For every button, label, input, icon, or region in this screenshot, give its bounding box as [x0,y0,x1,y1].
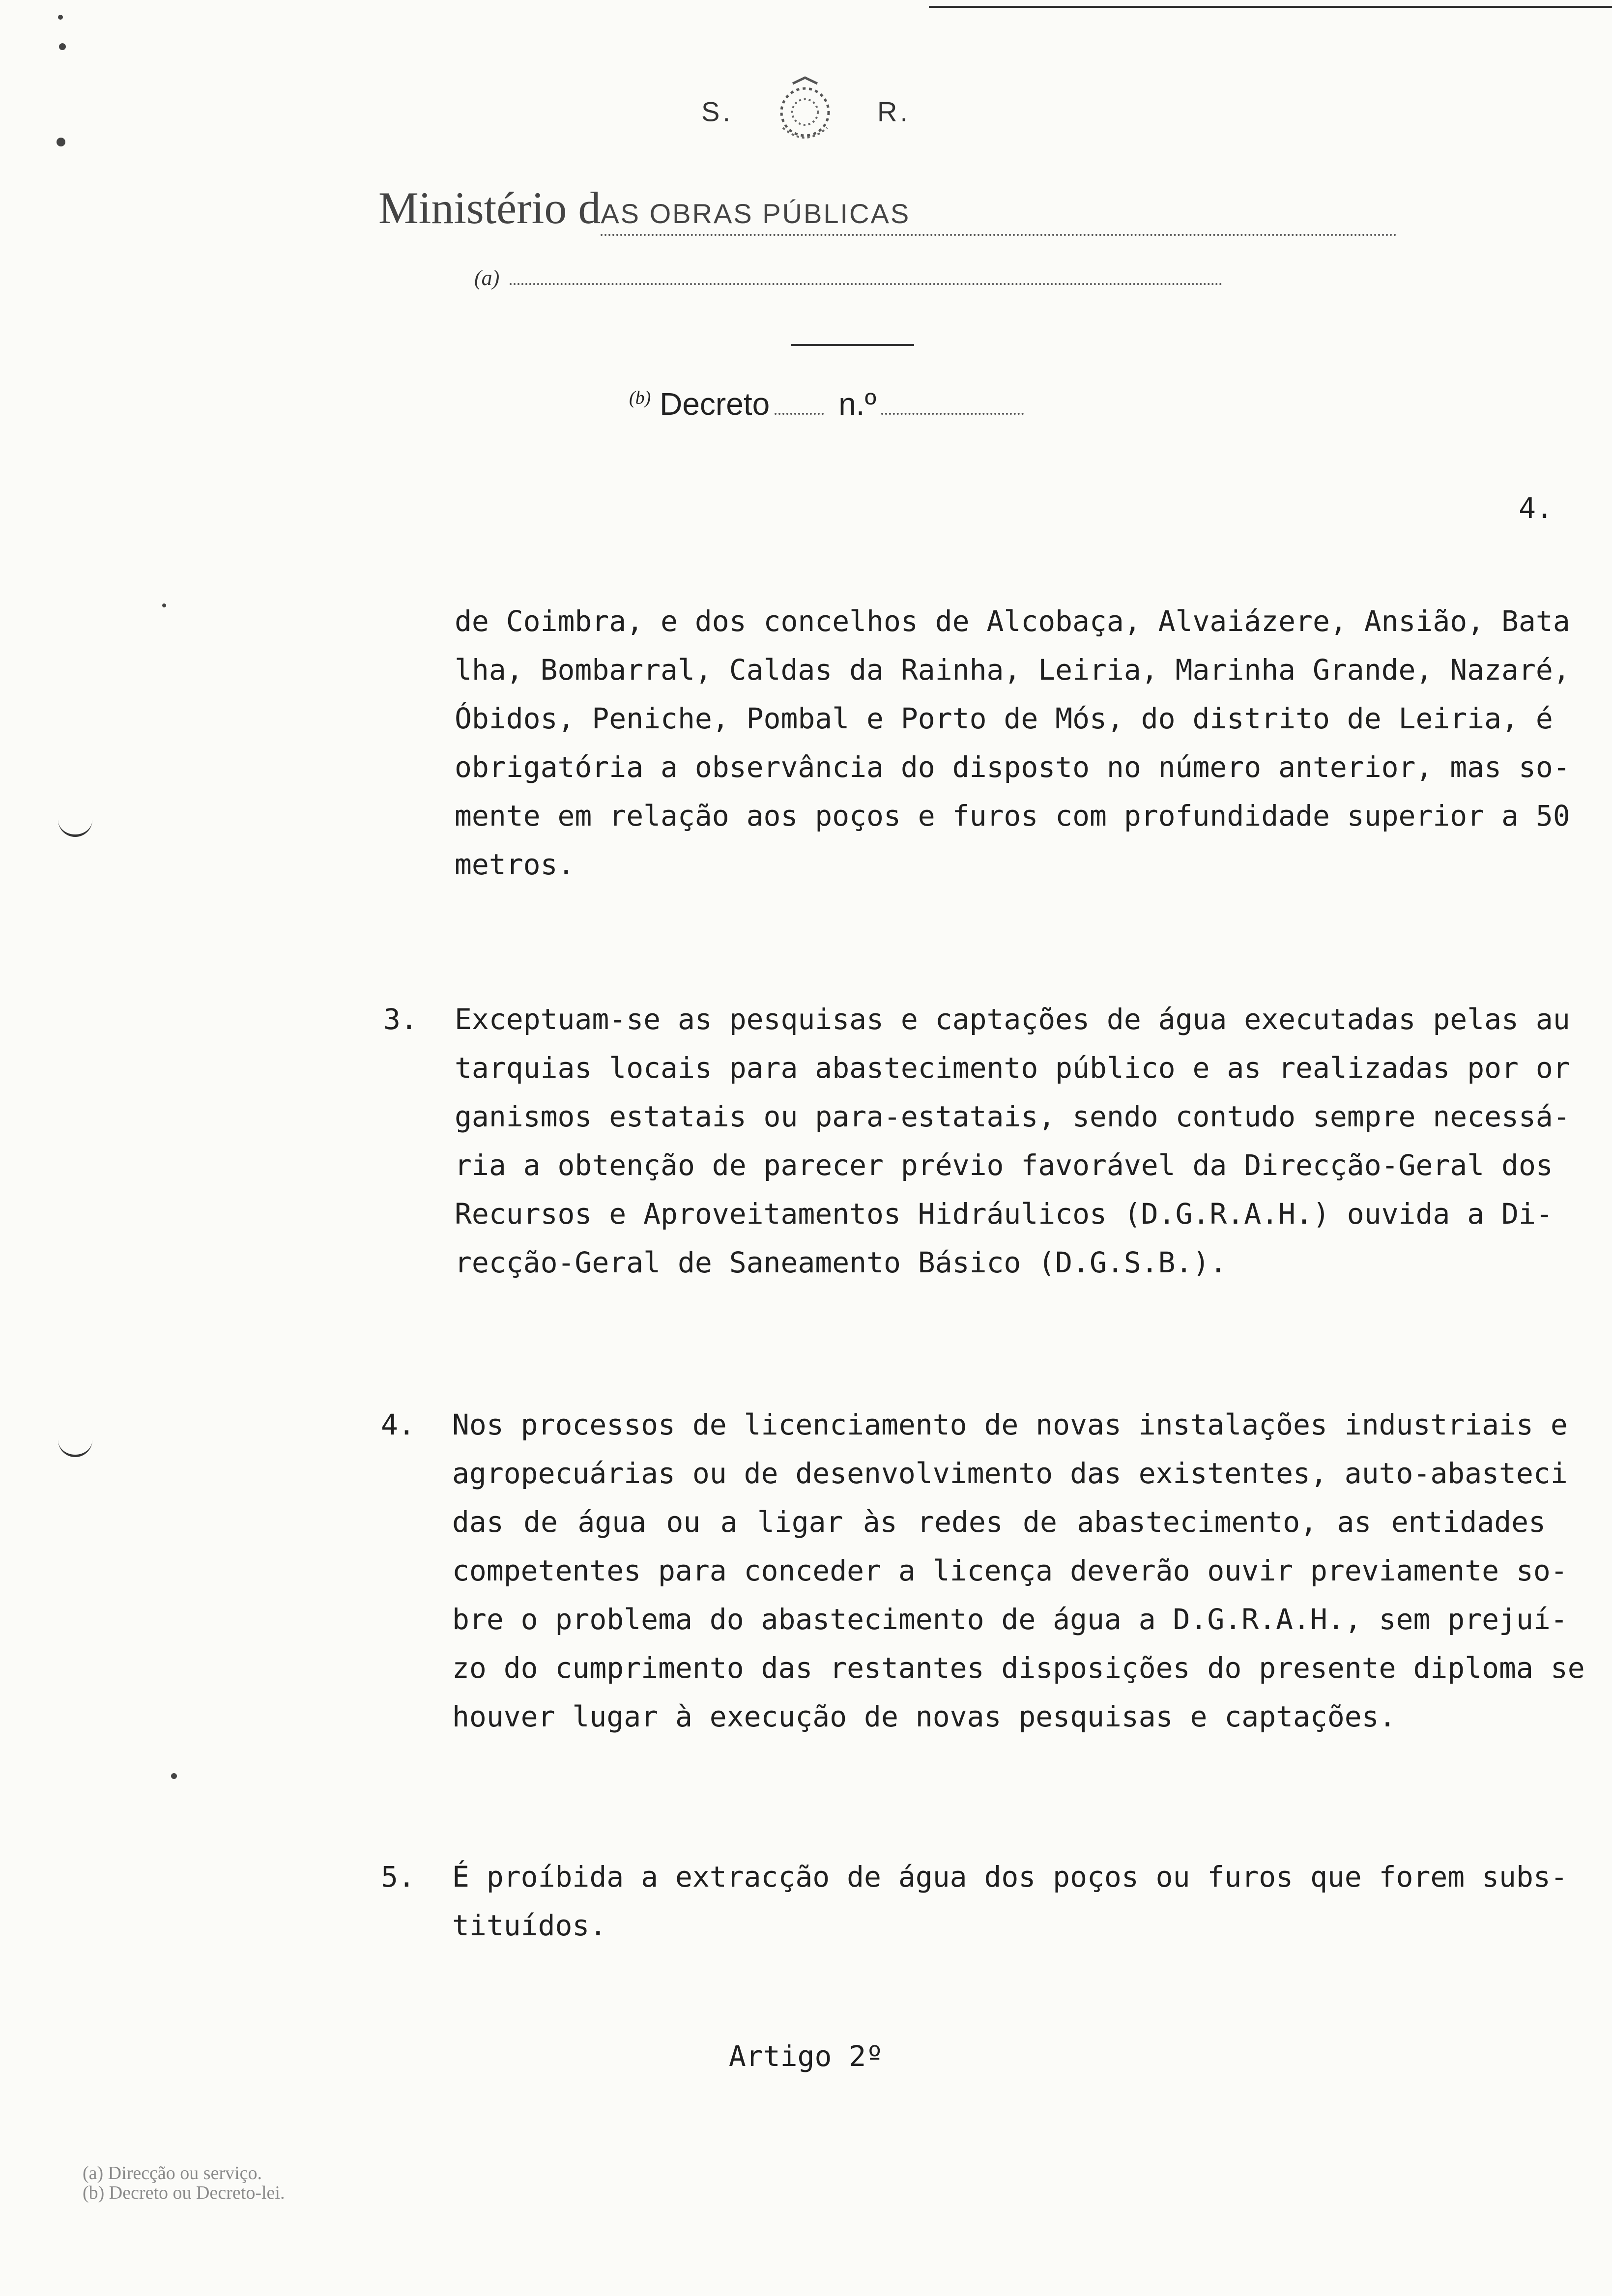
heading-divider [791,344,914,346]
text-line: agropecuárias ou de desenvolvimento das existentes, auto-abasteci [452,1457,1568,1490]
text-line: ganismos estatais ou para-estatais, sendo contudo sempre necessá- [455,1100,1570,1133]
paragraph-number: 4. [381,1408,415,1441]
paragraph-4 [381,1401,1585,1741]
text-line: Nos processos de licenciamento de novas instalações industriais e [452,1408,1568,1441]
binder-mark [58,1440,92,1457]
paragraph-number: 3. [383,1003,418,1036]
article-heading: Artigo 2º [728,2039,884,2073]
text-line: zo do cumprimento das restantes disposições do presente diploma se [452,1651,1585,1685]
paragraph-5 [381,1853,1568,1950]
ministry-dotted-line [601,182,1397,236]
text-line: Exceptuam-se as pesquisas e captações de água executadas pelas au [455,1003,1570,1036]
field-a-label: (a) [474,266,500,290]
letterhead-initial-left: S. [701,96,733,127]
decree-type-dotted-line [775,413,824,415]
text-line: de Coimbra, e dos concelhos de Alcobaça, Alvaiázere, Ansião, Bata [455,604,1570,638]
text-line: É proíbida a extracção de água dos poços ou furos que forem subs- [452,1860,1568,1894]
text-line: metros. [455,848,575,881]
text-line: das de água ou a ligar às redes de abastecimento, as entidades [452,1505,1546,1539]
decree-number-label: n.º [838,386,876,422]
scan-speck [58,15,63,20]
text-line: tituídos. [452,1909,607,1942]
text-line: Recursos e Aproveitamentos Hidráulicos (D.G.R.A.H.) ouvida a Di- [455,1197,1553,1231]
letterhead-seal-row [0,74,1612,154]
text-line: tarquias locais para abastecimento público e as realizadas por or [455,1051,1570,1085]
letterhead-initial-right: R. [877,96,911,127]
continuation-paragraph [455,597,1570,889]
text-line: houver lugar à execução de novas pesquisas e captações. [452,1700,1396,1733]
text-line: Óbidos, Peniche, Pombal e Porto de Mós, do distrito de Leiria, é [455,702,1553,735]
scan-speck [171,1773,177,1779]
text-line: mente em relação aos poços e furos com profundidade superior a 50 [455,799,1570,832]
text-line: bre o problema do abastecimento de água a D.G.R.A.H., sem prejuí- [452,1603,1568,1636]
republic-seal-icon [763,74,847,154]
text-line: obrigatória a observância do disposto no número anterior, mas so- [455,750,1570,784]
decree-heading [629,386,1024,422]
field-a-dotted-line [510,283,1222,285]
text-line: lha, Bombarral, Caldas da Rainha, Leiria, Marinha Grande, Nazaré, [455,653,1570,687]
footnote-b: (b) Decreto ou Decreto-lei. [83,2182,285,2203]
page-number: 4. [1519,491,1553,525]
text-line: competentes para conceder a licença deverão ouvir previamente so- [452,1554,1568,1587]
decree-label: Decreto [660,386,770,422]
footnote-a: (a) Direcção ou serviço. [83,2163,262,2183]
text-line: recção-Geral de Saneamento Básico (D.G.S.B.). [455,1246,1227,1279]
decree-marker: (b) [629,387,651,408]
top-edge-rule [929,6,1612,8]
paragraph-number: 5. [381,1860,415,1894]
paragraph-3 [383,995,1570,1287]
scan-speck [59,43,66,50]
scan-speck [162,603,166,607]
ministry-heading [378,182,1397,236]
text-line: ria a obtenção de parecer prévio favorável da Direcção-Geral dos [455,1148,1553,1182]
ministry-name: AS OBRAS PÚBLICAS [601,198,911,229]
binder-mark [58,820,92,837]
decree-number-dotted-line [881,413,1024,415]
ministry-prefix: Ministério d [378,183,601,233]
direction-field [474,265,1222,290]
